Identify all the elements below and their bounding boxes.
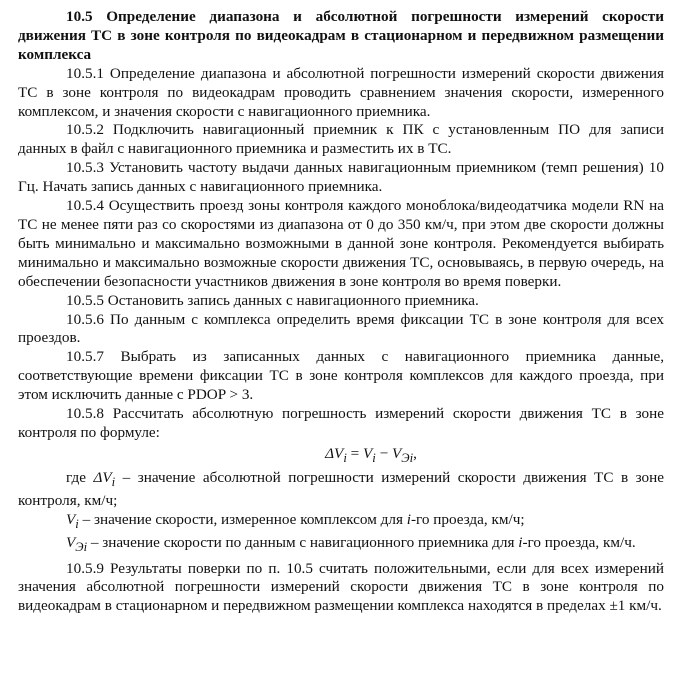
definition-ve-text-b: -го проезда, км/ч. <box>522 533 636 551</box>
formula-v: V <box>363 444 373 462</box>
definition-v-text-b: -го проезда, км/ч; <box>410 510 525 528</box>
formula-ve: V <box>392 444 402 462</box>
section-heading: 10.5 Определение диапазона и абсолютной погрешности измерений скорости движения ТС в зоне контроля по видеокадрам в стационарном и передвижном размещении комплекса <box>18 8 664 63</box>
formula-v-sub: i <box>372 450 376 465</box>
definition-delta-v-sub: i <box>111 474 116 489</box>
definition-ve-text-a: – значение скорости по данным с навигационного приемника для <box>87 533 519 551</box>
definition-ve-sub: Эi <box>75 539 88 554</box>
definition-ve-symbol: V <box>66 533 76 551</box>
paragraph-10-5-2: 10.5.2 Подключить навигационный приемник к ПК с установленным ПО для записи данных в файл с навигационного приемника и разместить их в ТС. <box>18 121 664 158</box>
formula-lhs-sub: i <box>343 450 347 465</box>
definition-v-text-a: – значение скорости, измеренное комплексом для <box>78 510 407 528</box>
paragraph-10-5-6: 10.5.6 По данным с комплекса определить время фиксации ТС в зоне контроля для всех проездов. <box>18 310 664 347</box>
definition-delta-v <box>18 469 664 511</box>
definition-ve-i: i <box>518 533 523 551</box>
paragraph-10-5-9: 10.5.9 Результаты поверки по п. 10.5 считать положительными, если для всех измерений значения абсолютной погрешности измерений скорости движения ТС в зоне контроля по видеокадрам в стационарном и передвижном размещении комплекса находятся в пределах ±1 км/ч. <box>18 559 664 615</box>
definition-ve <box>18 534 664 557</box>
formula-tail: , <box>413 444 417 462</box>
definition-delta-v-symbol: ΔV <box>93 468 112 486</box>
paragraph-10-5-4: 10.5.4 Осуществить проезд зоны контроля каждого моноблока/видеодатчика модели RN на ТС не менее пяти раз со скоростями из диапазона от 0 до 350 км/ч, при этом две скорости должны быть минимально и максимально возможными в данной зоне контроля. Рекомендуется выбирать минимально и максимально возможные скорости движения ТС, основываясь, в первую очередь, на обеспечении безопасности участников движения в зоне контроля во время поверки. <box>18 197 664 290</box>
formula-eq: = <box>346 444 364 462</box>
definition-prefix: где <box>66 468 94 486</box>
definition-v-sub: i <box>75 516 79 531</box>
formula-minus: − <box>375 444 392 462</box>
definition-delta-v-text: – значение абсолютной погрешности измерений скорости движения ТС в зоне контроля, км/ч; <box>18 468 664 509</box>
definition-v-symbol: V <box>66 510 76 528</box>
formula-ve-sub: Эi <box>401 450 414 465</box>
paragraph-10-5-8: 10.5.8 Рассчитать абсолютную погрешность измерений скорости движения ТС в зоне контроля по формуле: <box>18 405 664 441</box>
paragraph-10-5-7: 10.5.7 Выбрать из записанных данных с навигационного приемника данные, соответствующие времени фиксации ТС в зоне контроля комплексов для каждого проезда, при этом исключить данные с PDOP > 3. <box>18 348 664 404</box>
definition-v-i: i <box>406 510 411 528</box>
definition-v <box>18 511 664 534</box>
paragraph-10-5-5: 10.5.5 Остановить запись данных с навигационного приемника. <box>66 291 479 309</box>
paragraph-10-5-1: 10.5.1 Определение диапазона и абсолютной погрешности измерений скорости движения ТС в зоне контроля по видеокадрам проводить сравнением значения скорости, измеренного комплексом, и значения скорости с навигационного приемника. <box>18 64 664 120</box>
paragraph-10-5-3: 10.5.3 Установить частоту выдачи данных навигационным приемником (темп решения) 10 Гц. Начать запись данных с навигационного приемника. <box>18 159 664 196</box>
formula <box>18 445 664 468</box>
formula-lhs: ΔV <box>325 444 344 462</box>
